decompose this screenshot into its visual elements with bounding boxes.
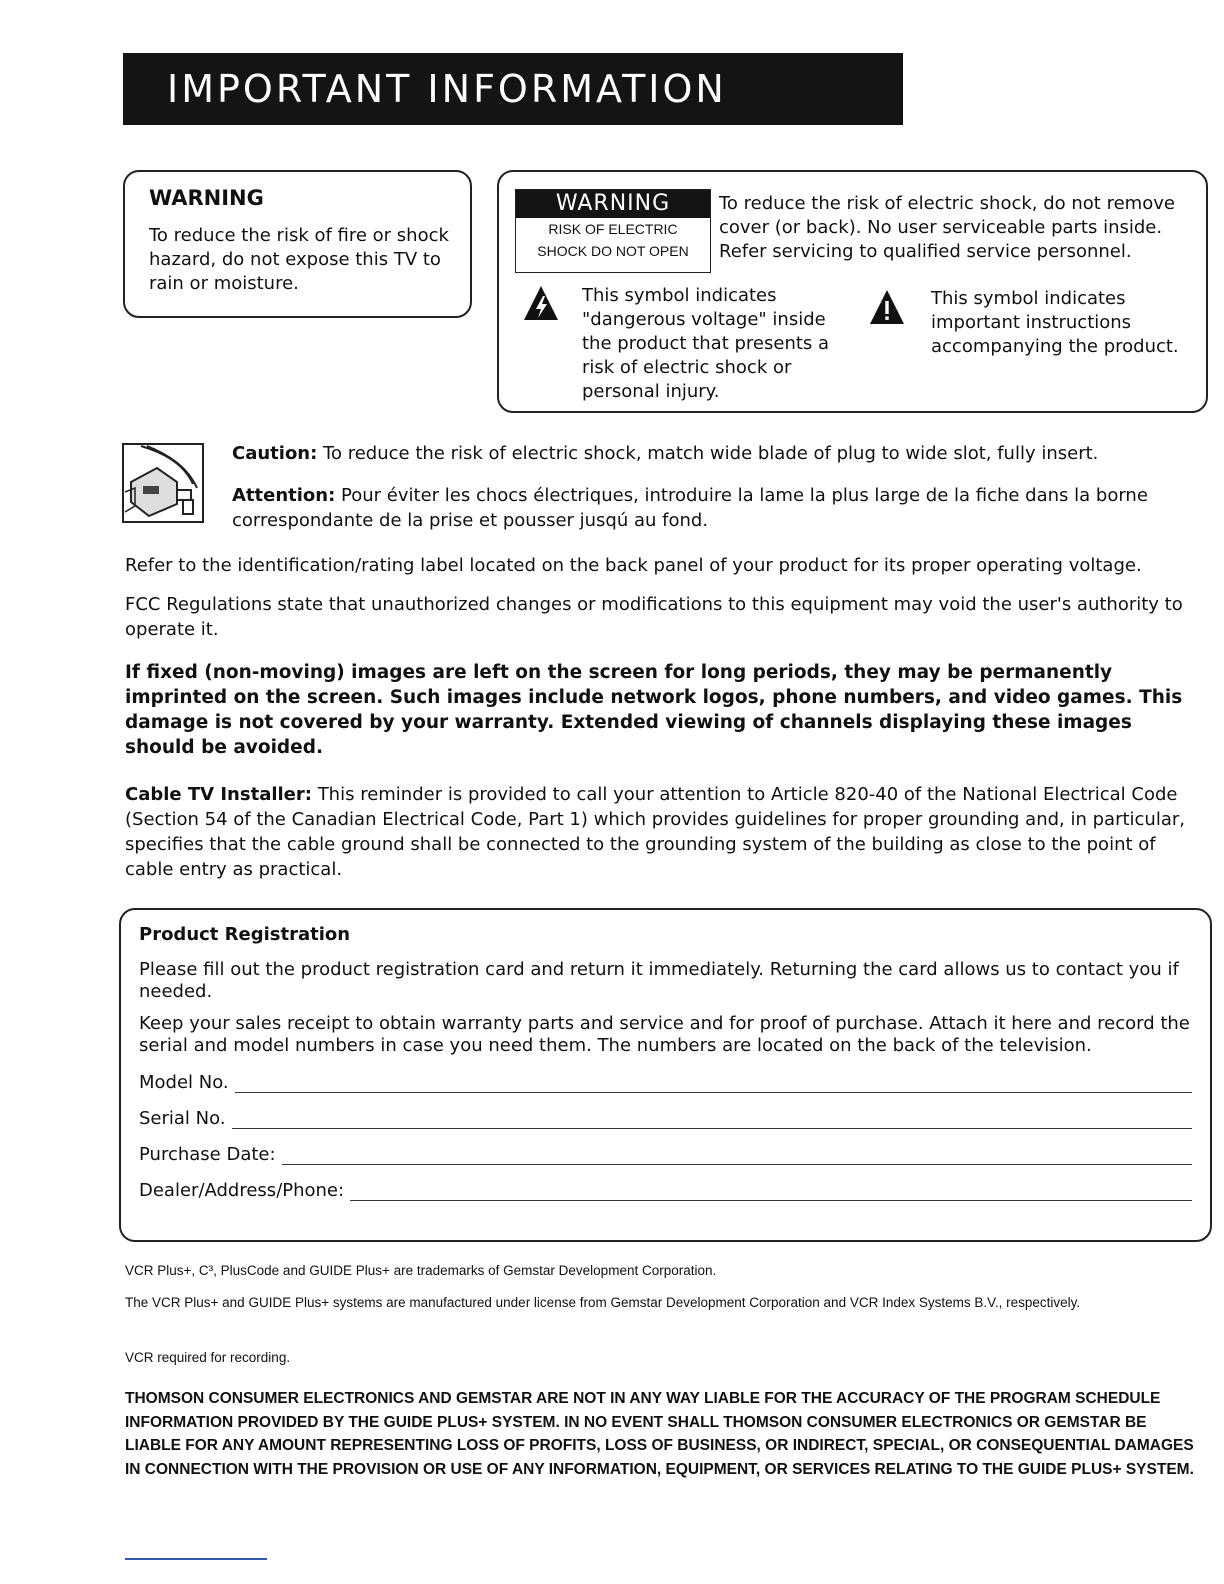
exclamation-triangle-icon: [869, 288, 905, 326]
cable-installer-paragraph: [125, 782, 1200, 882]
vcr-required-note: VCR required for recording.: [125, 1350, 291, 1365]
warning-heading: WARNING: [149, 186, 264, 210]
warning-label-line2: SHOCK DO NOT OPEN: [537, 243, 689, 259]
purchase-date-line: [282, 1146, 1192, 1165]
model-number-label: Model No.: [139, 1072, 229, 1093]
liability-disclaimer: THOMSON CONSUMER ELECTRONICS AND GEMSTAR ARE NOT IN ANY WAY LIABLE FOR THE ACCURACY OF THE PROGRAM SCHEDULE INFORMATION PROVIDED BY THE GUIDE PLUS+ SYSTEM. IN NO EVENT SHALL THOMSON CONSUMER ELECTRONICS OR GEMSTAR BE LIABLE FOR ANY AMOUNT REPRESENTING LOSS OF PROFITS, LOSS OF BUSINESS, OR INDIRECT, SPECIAL, OR CONSEQUENTIAL DAMAGES IN CONNECTION WITH THE PROVISION OR USE OF ANY INFORMATION, EQUIPMENT, OR SERVICES RELATING TO THE GUIDE PLUS+ SYSTEM.: [125, 1390, 1194, 1478]
serial-number-label: Serial No.: [139, 1108, 226, 1129]
warning-label: [515, 189, 711, 273]
caution-text: To reduce the risk of electric shock, match wide blade of plug to wide slot, fully insert.: [317, 443, 1099, 464]
attention-line: [232, 483, 1192, 533]
registration-text-2: Keep your sales receipt to obtain warranty parts and service and for proof of purchase. Attach it here and record the serial and model numbers in case you need them. The numbers are located on the back of the television.: [139, 1013, 1190, 1056]
attention-label: Attention:: [232, 485, 336, 506]
warning-text: To reduce the risk of fire or shock hazard, do not expose this TV to rain or moisture.: [149, 225, 449, 294]
serial-number-field: [139, 1103, 1192, 1129]
warning-label-line1: RISK OF ELECTRIC: [548, 221, 678, 237]
polarized-plug-icon: [121, 442, 205, 524]
trademarks-note: VCR Plus+, C³, PlusCode and GUIDE Plus+ are trademarks of Gemstar Development Corporation.: [125, 1263, 717, 1278]
fcc-paragraph: FCC Regulations state that unauthorized changes or modifications to this equipment may void the user's authority to operate it.: [125, 594, 1183, 640]
product-registration-box: [119, 908, 1212, 1242]
footer-rule: [125, 1558, 267, 1560]
lightning-triangle-icon: [523, 284, 559, 322]
dangerous-voltage-text: This symbol indicates "dangerous voltage" inside the product that presents a risk of electric shock or personal injury.: [582, 285, 830, 402]
cable-installer-label: Cable TV Installer:: [125, 784, 312, 805]
serial-number-line: [232, 1110, 1192, 1129]
caution-label: Caution:: [232, 443, 318, 464]
page-title-banner: IMPORTANT INFORMATION: [123, 53, 903, 125]
registration-heading: Product Registration: [139, 924, 351, 945]
model-number-field: [139, 1067, 1192, 1093]
electric-shock-warning-box: [497, 170, 1208, 413]
shock-warning-text: To reduce the risk of electric shock, do not remove cover (or back). No user serviceable parts inside. Refer servicing to qualified service personnel.: [719, 193, 1175, 262]
rating-label-paragraph: Refer to the identification/rating label located on the back panel of your product for its proper operating voltage.: [125, 555, 1142, 576]
license-note: The VCR Plus+ and GUIDE Plus+ systems are manufactured under license from Gemstar Development Corporation and VCR Index Systems B.V., respectively.: [125, 1295, 1081, 1310]
fire-shock-warning-box: [123, 170, 472, 318]
dealer-field: [139, 1175, 1192, 1201]
warning-label-title: WARNING: [516, 190, 710, 218]
purchase-date-label: Purchase Date:: [139, 1144, 276, 1165]
purchase-date-field: [139, 1139, 1192, 1165]
dealer-label: Dealer/Address/Phone:: [139, 1180, 345, 1201]
registration-text-1: Please fill out the product registration card and return it immediately. Returning the card allows us to contact you if needed.: [139, 959, 1179, 1002]
attention-text: Pour éviter les chocs électriques, introduire la lame la plus large de la fiche dans la borne correspondante de la prise et pousser jusqú au fond.: [232, 485, 1148, 531]
cable-installer-text: This reminder is provided to call your attention to Article 820-40 of the National Electrical Code (Section 54 of the Canadian Electrical Code, Part 1) which provides guidelines for proper grounding and, in particular, specifies that the cable ground shall be connected to the grounding system of the building as close to the point of cable entry as practical.: [125, 784, 1185, 880]
important-instructions-text: This symbol indicates important instructions accompanying the product.: [931, 288, 1179, 357]
fixed-images-paragraph: If fixed (non-moving) images are left on the screen for long periods, they may be permanently imprinted on the screen. Such images include network logos, phone numbers, and video games. This damage is not covered by your warranty. Extended viewing of channels displaying these images should be avoided.: [125, 662, 1183, 758]
caution-line: [232, 442, 1192, 466]
model-number-line: [235, 1074, 1192, 1093]
dealer-line: [350, 1182, 1192, 1201]
